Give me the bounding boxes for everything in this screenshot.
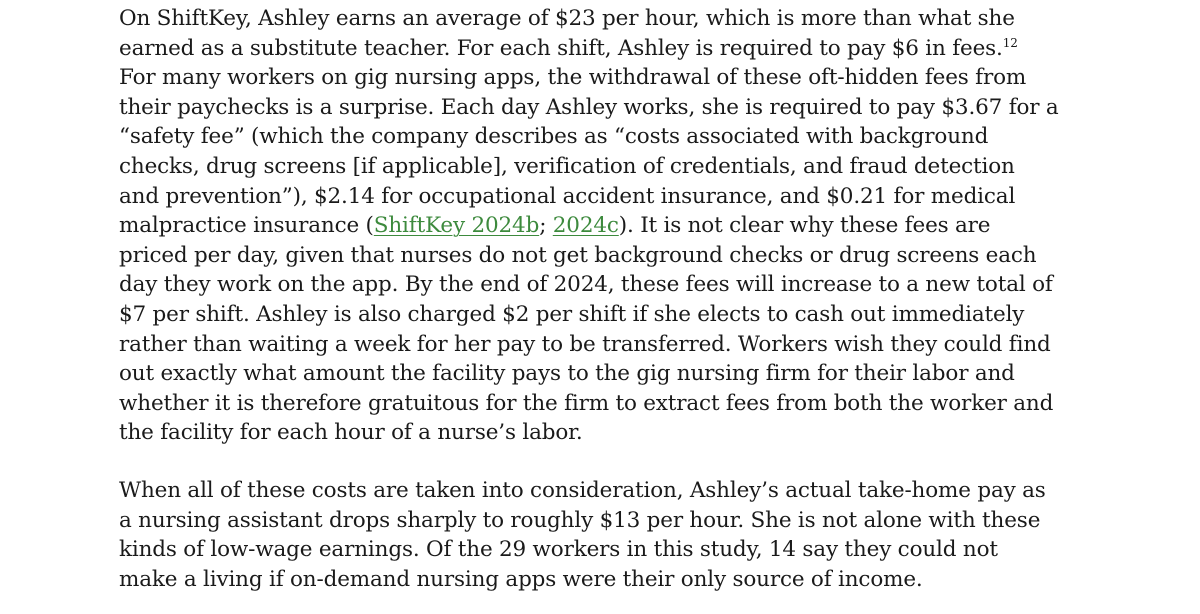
paragraph-take-home-pay: When all of these costs are taken into consideration, Ashley’s actual take-home pay as a nursing assistant drops sharply to roughly $13 per hour. She is not alone with these kinds of low-wage earnings. Of the 29 workers in this study, 14 say they could not make a living if on-demand nursing apps were their only source of income. bbox=[119, 477, 1046, 592]
document-body bbox=[119, 4, 1059, 594]
paragraph-fees-text-c: ). It is not clear why these fees are priced per day, given that nurses do not get background checks or drug screens each day they work on the app. By the end of 2024, these fees will increase to a new total of $7 per shift. Ashley is also charged $2 per shift if she elects to cash out immediately rather than waiting a week for her pay to be transferred. Workers wish they could find out exactly what amount the facility pays to the gig nursing firm for their labor and whether it is therefore gratuitous for the firm to extract fees from both the worker and the facility for each hour of a nurse’s labor. bbox=[119, 213, 1054, 446]
paragraph-fees-text-b: For many workers on gig nursing apps, the withdrawal of these oft-hidden fees from their paychecks is a surprise. Each day Ashley works, she is required to pay $3.67 for a “safety fee” (which the company describes as “costs associated with background checks, drug screens [if applicable], verification of credentials, and fraud detection and prevention”), $2.14 for occupational accident insurance, and $0.21 for medical malpractice insurance ( bbox=[119, 65, 1059, 239]
citation-separator: ; bbox=[539, 213, 553, 239]
citation-link-2024c[interactable]: 2024c bbox=[552, 213, 619, 239]
paragraph-fees-text-a: On ShiftKey, Ashley earns an average of $23 per hour, which is more than what she earned as a substitute teacher. For each shift, Ashley is required to pay $6 in fees. bbox=[119, 6, 1015, 61]
footnote-marker[interactable]: 12 bbox=[1002, 35, 1018, 50]
citation-link-shiftkey-2024b[interactable]: ShiftKey 2024b bbox=[373, 213, 540, 239]
paragraph-fees bbox=[119, 4, 1059, 448]
